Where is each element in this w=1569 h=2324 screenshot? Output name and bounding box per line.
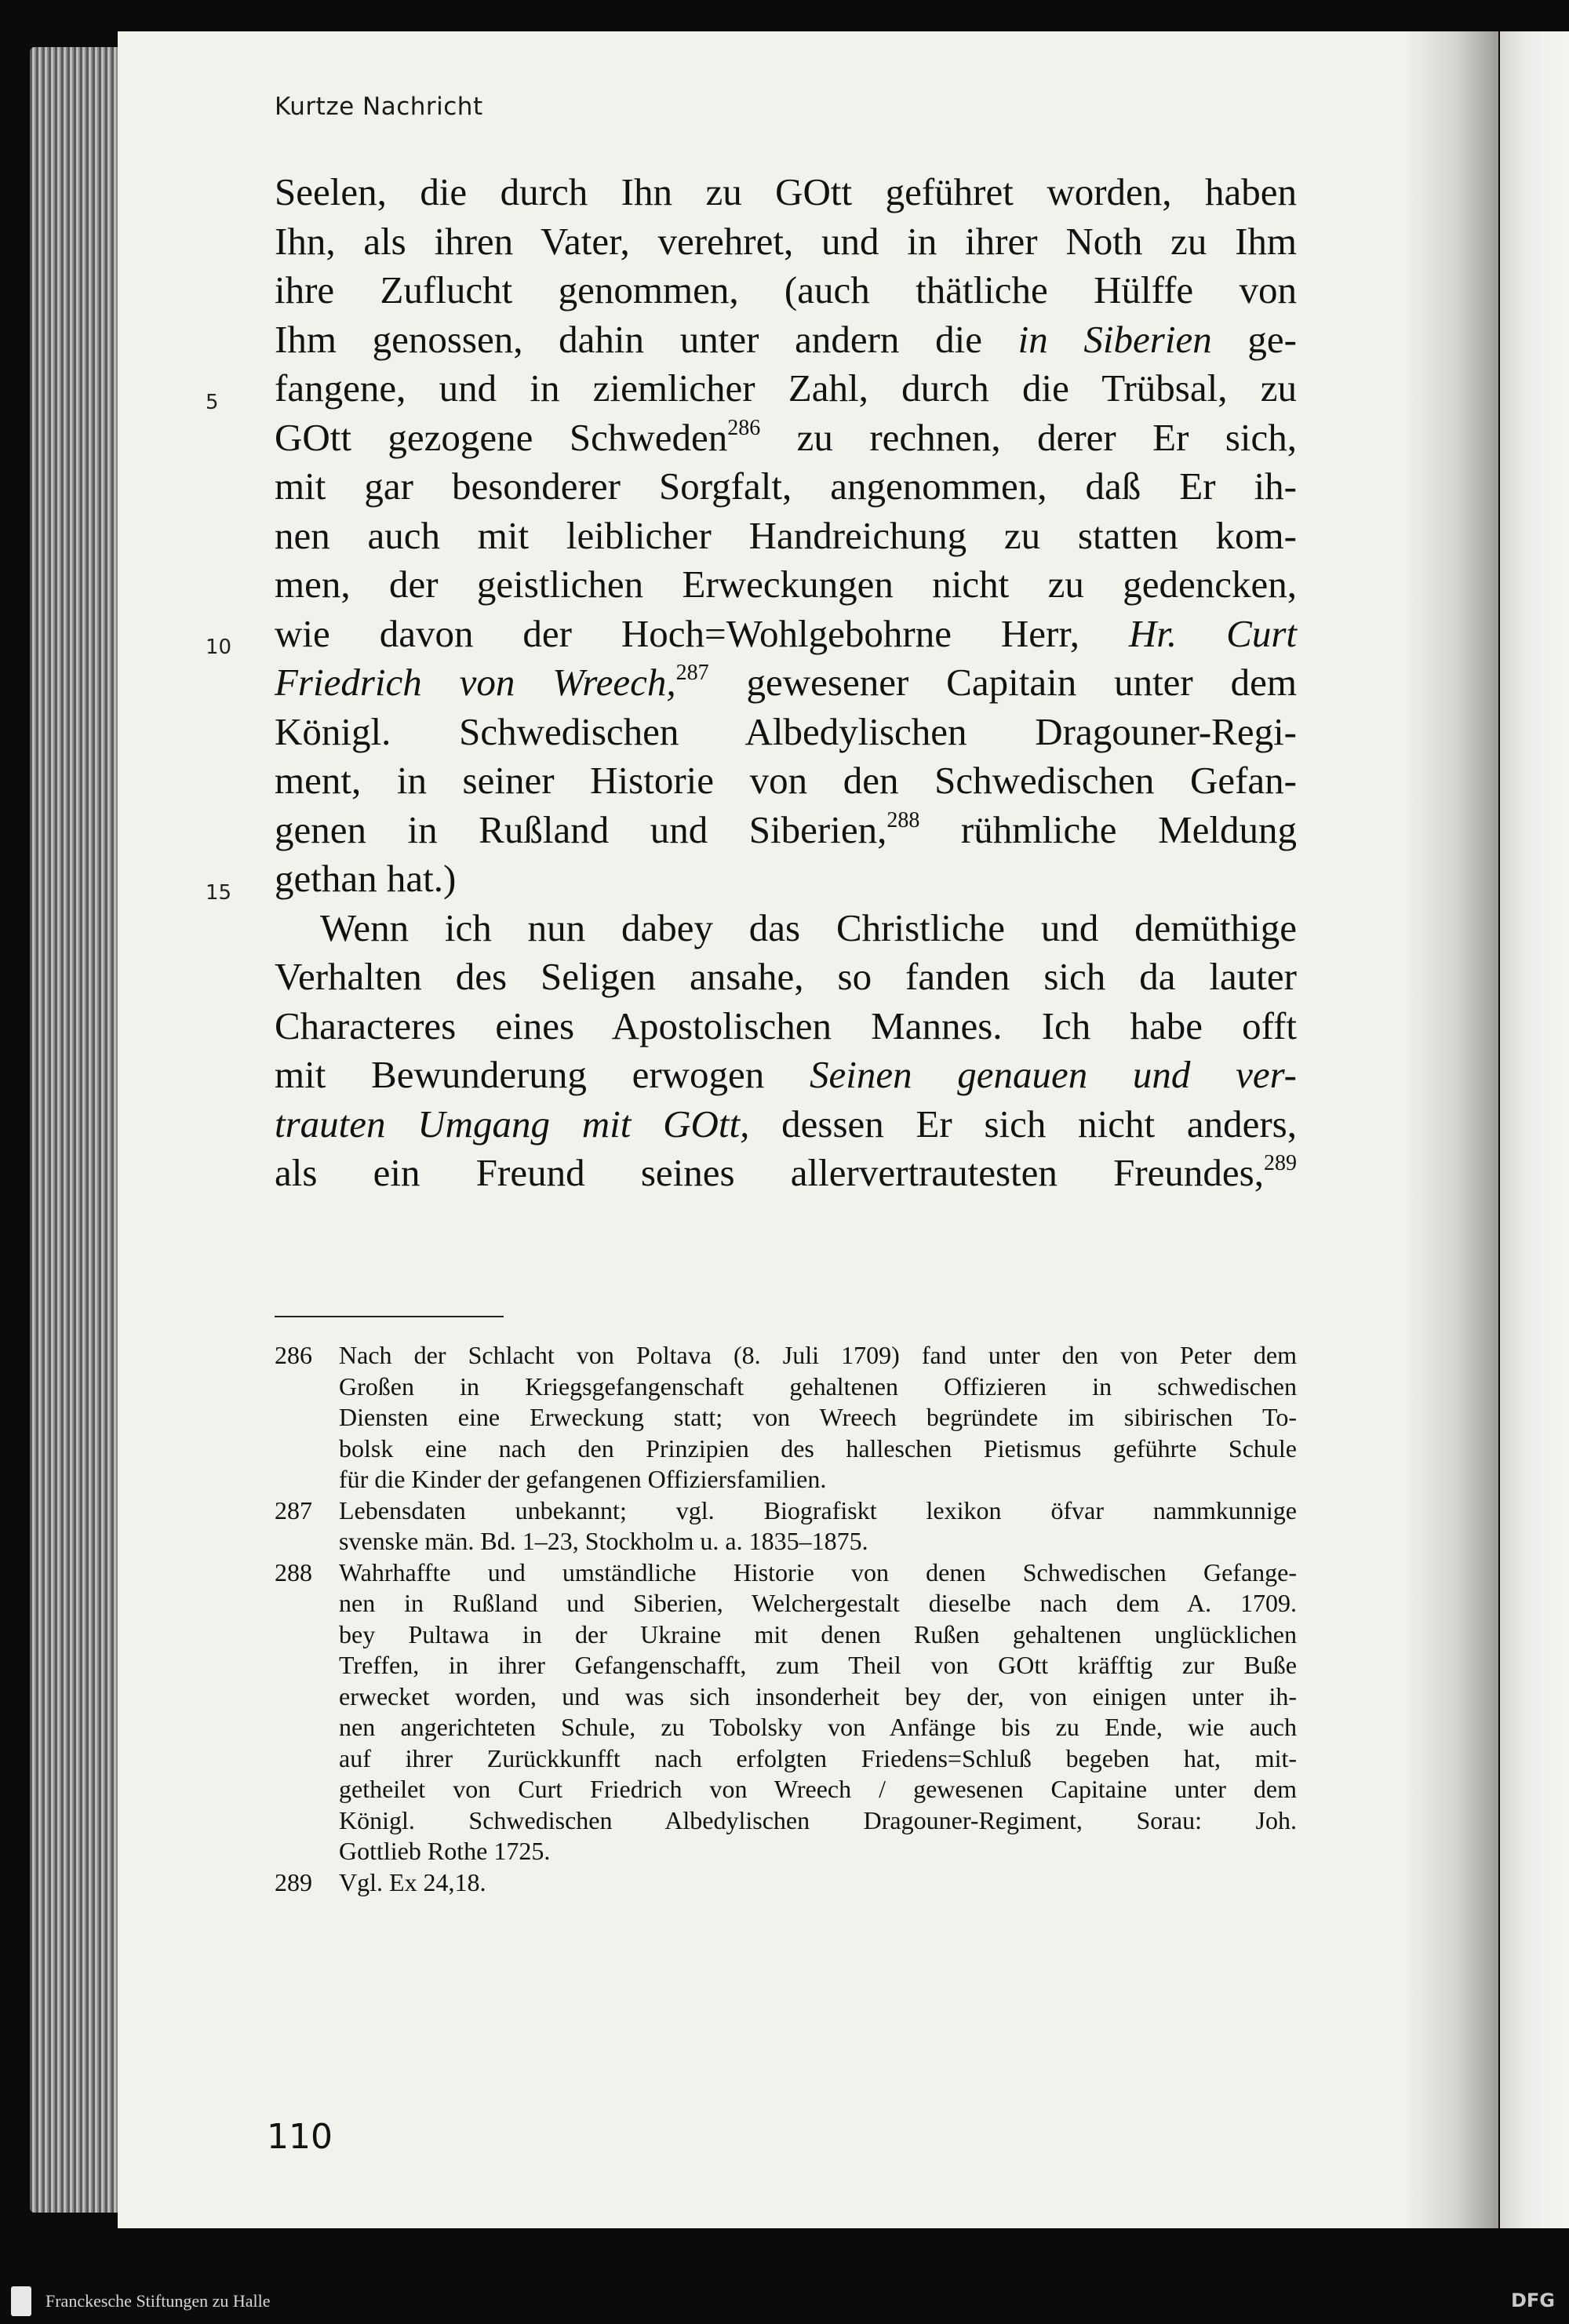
text-line: ment, in seiner Historie von den Schwedischen Gefan- <box>275 759 1297 802</box>
footnotes <box>275 1340 1297 1898</box>
text-line: fangene, und in ziemlicher Zahl, durch die Trübsal, zu <box>275 366 1297 410</box>
footnote-ref: 289 <box>1264 1151 1297 1175</box>
text-line: Königl. Schwedischen Albedylischen Dragouner-Regi- <box>275 709 1297 753</box>
footnote-line: nen angerichteten Schule, zu Tobolsky von Anfänge bis zu Ende, wie auch <box>339 1713 1297 1741</box>
footnote-ref: 287 <box>675 661 709 685</box>
footnote-line: Diensten eine Erweckung statt; von Wreech begründete im sibirischen To- <box>339 1403 1297 1431</box>
footnote-number: 288 <box>275 1557 312 1586</box>
footnote-line: Wahrhaffte und umständliche Historie von denen Schwedischen Gefange- <box>339 1557 1297 1586</box>
footnote-number: 289 <box>275 1867 312 1896</box>
footnote-number: 286 <box>275 1341 312 1369</box>
footnote-line: getheilet von Curt Friedrich von Wreech / gewesenen Capitaine unter dem <box>339 1775 1297 1803</box>
footnote-line: Lebensdaten unbekannt; vgl. Biografiskt lexikon öfvar nammkunnige <box>339 1495 1297 1524</box>
dfg-logo: DFG <box>1510 2289 1555 2311</box>
viewer-footer <box>0 2278 1569 2324</box>
facing-page-edge <box>1500 31 1569 2228</box>
footnote-line: nen in Rußland und Siberien, Welchergestalt dieselbe nach dem A. 1709. <box>339 1589 1297 1617</box>
footnote <box>275 1557 1297 1867</box>
emphasis: Friedrich von Wreech, <box>275 661 676 704</box>
footnote-ref: 286 <box>727 415 761 440</box>
footnote-line: Vgl. Ex 24,18. <box>339 1867 486 1896</box>
emphasis: Hr. Curt <box>1128 611 1297 655</box>
line-number: 5 <box>206 391 219 414</box>
text-line: Ihn, als ihren Vater, verehret, und in ihrer Noth zu Ihm <box>275 219 1297 263</box>
footnote-line: Königl. Schwedischen Albedylischen Dragouner-Regiment, Sorau: Joh. <box>339 1805 1297 1834</box>
footnote-line: bey Pultawa in der Ukraine mit denen Rußen gehaltenen unglücklichen <box>339 1619 1297 1648</box>
text-line: wie davon der Hoch=Wohlgebohrne Herr, Hr. Curt <box>275 611 1297 655</box>
line-number: 10 <box>206 636 232 659</box>
gutter-shadow <box>1404 31 1498 2228</box>
footnote <box>275 1340 1297 1495</box>
institution-name: Franckesche Stiftungen zu Halle <box>46 2291 271 2311</box>
main-text <box>275 168 1297 1198</box>
page-edges <box>30 47 124 2213</box>
institution-logo-icon <box>11 2286 31 2316</box>
footnote-rule <box>275 1316 504 1317</box>
text-line: als ein Freund seines allervertrautesten Freundes,$^{289}$ <box>275 1151 1297 1194</box>
emphasis: in Siberien <box>1017 317 1212 361</box>
text-line: men, der geistlichen Erweckungen nicht zu gedencken, <box>275 563 1297 606</box>
page-number: 110 <box>267 2117 333 2157</box>
footnote <box>275 1867 1297 1899</box>
footnote-number: 287 <box>275 1495 312 1524</box>
footnote-ref: 288 <box>886 807 920 832</box>
text-line: mit Bewunderung erwogen Seinen genauen und ver- <box>275 1053 1298 1096</box>
text-line: ihre Zuflucht genommen, (auch thätliche Hülffe von <box>275 268 1297 311</box>
footnote-line: Nach der Schlacht von Poltava (8. Juli 1709) fand unter den von Peter dem <box>339 1341 1297 1369</box>
footnote <box>275 1495 1297 1557</box>
text-line: GOtt gezogene Schweden$^{286}$ zu rechnen, derer Er sich, <box>275 415 1298 459</box>
text-line: Ihm genossen, dahin unter andern die in Siberien ge- <box>275 317 1297 361</box>
footnote-line: bolsk eine nach den Prinzipien des halleschen Pietismus geführte Schule <box>339 1433 1297 1463</box>
running-header: Kurtze Nachricht <box>275 93 483 121</box>
text-line: trauten Umgang mit GOtt, dessen Er sich nicht anders, <box>275 1102 1297 1146</box>
text-line: Wenn ich nun dabey das Christliche und demüthige <box>320 905 1297 949</box>
footnote-line: erwecket worden, und was sich insonderheit bey der, von einigen unter ih- <box>339 1681 1297 1710</box>
text-line: nen auch mit leiblicher Handreichung zu statten kom- <box>275 513 1297 557</box>
text-line: Characteres eines Apostolischen Mannes. Ich habe offt <box>275 1004 1297 1047</box>
text-line: mit gar besonderer Sorgfalt, angenommen, daß Er ih- <box>275 464 1297 508</box>
text-line: gethan hat.) <box>275 857 457 900</box>
line-number: 15 <box>206 881 232 905</box>
emphasis: Seinen genauen und ver- <box>809 1053 1298 1096</box>
emphasis: trauten Umgang mit GOtt, <box>275 1102 750 1146</box>
footnote-line: Treffen, in ihrer Gefangenschafft, zum Theil von GOtt kräfftig zur Buße <box>339 1651 1297 1679</box>
text-line: Friedrich von Wreech,$^{287}$ gewesener Capitain unter dem <box>275 661 1297 704</box>
footnote-line: svenske män. Bd. 1–23, Stockholm u. a. 1835–1875. <box>339 1527 868 1555</box>
footnote-line: Gottlieb Rothe 1725. <box>339 1837 551 1865</box>
footnote-line: auf ihrer Zurückkunfft nach erfolgten Friedens=Schluß begeben hat, mit- <box>339 1743 1297 1772</box>
footnote-line: Großen in Kriegsgefangenschaft gehaltenen Offizieren in schwedischen <box>339 1371 1297 1401</box>
text-line: Seelen, die durch Ihn zu GOtt geführet worden, haben <box>275 170 1297 213</box>
footnote-line: für die Kinder der gefangenen Offiziersfamilien. <box>339 1465 827 1493</box>
text-line: genen in Rußland und Siberien,$^{288}$ rühmliche Meldung <box>275 807 1298 851</box>
text-line: Verhalten des Seligen ansahe, so fanden sich da lauter <box>275 955 1297 998</box>
